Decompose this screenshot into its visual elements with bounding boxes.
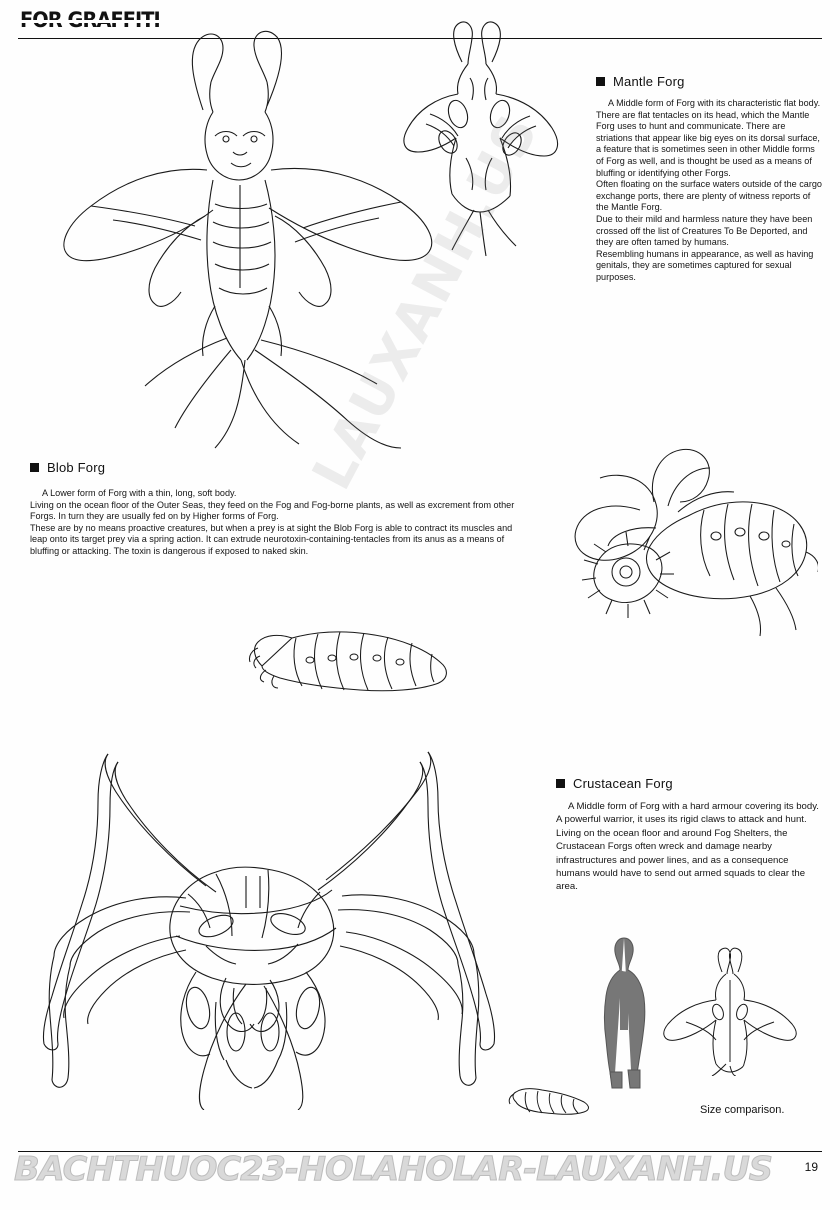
illustration-blob-forg-grub: [240, 610, 470, 700]
page-rule-bottom: [18, 1151, 822, 1152]
section-title: Blob Forg: [47, 460, 106, 475]
section-title: Crustacean Forg: [573, 776, 673, 791]
illustration-size-comparison-human: [596, 930, 656, 1090]
paragraph: Resembling humans in appearance, as well as having genitals, they are sometimes captured for sexual purposes.: [596, 248, 814, 282]
bullet-square-icon: [30, 463, 39, 472]
section-heading-crustacean-forg: [556, 776, 673, 791]
section-body-mantle-forg: [596, 98, 824, 284]
paragraph: A Middle form of Forg with its characteristic flat body. There are flat tentacles on its head, which the Mantle Forg uses to hunt and communicate. There are striations that appear like big eyes on its dorsal surface, a feature that is sometimes seen in other Middle forms of Forg as well, and is thought be used as a means of bluffing or identifying other Forgs.: [596, 98, 821, 178]
illustration-size-comparison-mantle: [660, 946, 800, 1076]
watermark-diagonal: LAUXANH.US: [300, 103, 551, 500]
paragraph: Often floating on the surface waters outside of the cargo exchange ports, there are plenty of witness reports of the Mantle Forg.: [596, 179, 822, 213]
paragraph: Due to their mild and harmless nature they have been crossed off the list of Creatures To Be Deported, and they are often tamed by humans.: [596, 213, 813, 248]
paragraph: A Lower form of Forg with a thin, long, soft body.: [42, 488, 237, 498]
page-number: 19: [804, 1160, 818, 1174]
illustration-mantle-forg-dorsal: [400, 18, 600, 258]
paragraph: These are by no means proactive creatures, but when a prey is at sight the Blob Forg is able to contract its muscles and leap onto its target prey via a spring action. It can extrude neurotoxin-containing-tentacles from its anus as a means of bluffing or attacking. The toxin is dangerous if exposed to naked skin.: [30, 522, 513, 556]
bullet-square-icon: [556, 779, 565, 788]
section-body-crustacean-forg: [556, 800, 822, 894]
illustration-crustacean-forg: [20, 740, 530, 1110]
figure-caption-size-comparison: Size comparison.: [700, 1104, 785, 1116]
illustration-size-comparison-blob: [506, 1082, 596, 1116]
section-heading-blob-forg: [30, 460, 105, 475]
bullet-square-icon: [596, 77, 605, 86]
paragraph: Living on the ocean floor of the Outer Seas, they feed on the Fog and Fog-borne plants, as well as excrement from other Forgs. In turn they are usually fed on by Higher forms of Forg.: [30, 499, 515, 522]
paragraph: A Middle form of Forg with a hard armour covering its body. A powerful warrior, it uses its rigid claws to attack and hunt. Living on the ocean floor and around Fog Shelters, the Crustacean Forgs often wreck and damage nearby infrastructures and power lines, and as a consequence humans would have to send out armed squads to clear the area.: [556, 801, 819, 893]
illustration-blob-forg-tentacles: [528, 440, 818, 660]
watermark-bottom: BACHTHUOC23-HOLAHOLAR-LAUXANH.US: [14, 1149, 772, 1188]
section-title: Mantle Forg: [613, 74, 685, 89]
section-body-blob-forg: [30, 488, 520, 558]
section-heading-mantle-forg: [596, 74, 685, 89]
